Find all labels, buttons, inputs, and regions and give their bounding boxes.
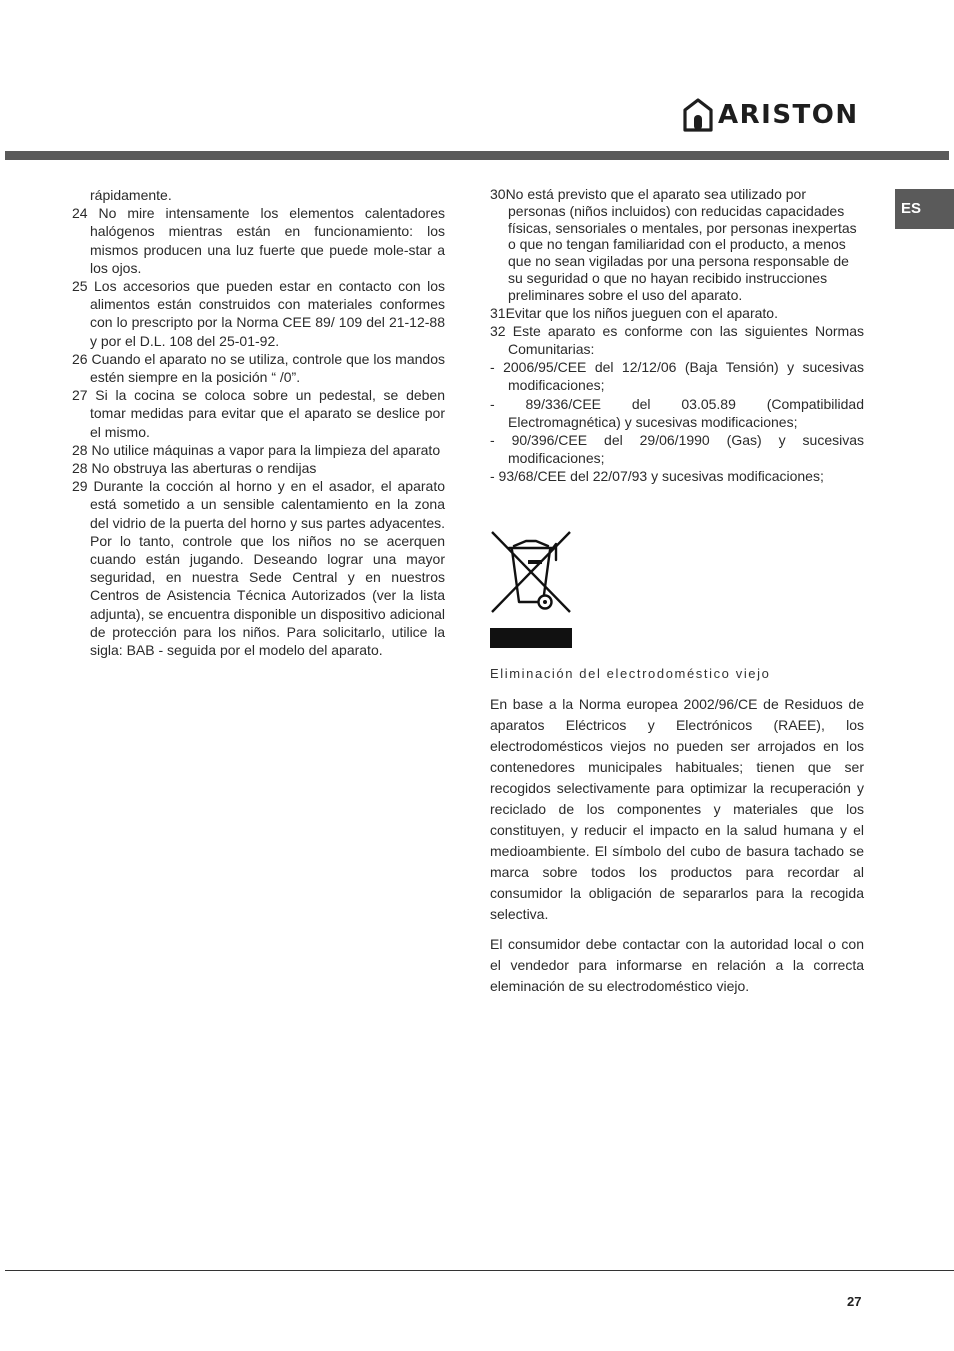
language-tab: ES [895,189,954,229]
disposal-paragraph: En base a la Norma europea 2002/96/CE de Residuos de aparatos Eléctricos y Electrónicos (RAEE), los electrodomésticos viejos no pueden ser arrojados en los contenedores municipales habituales; tienen que ser recogidos selectivamente para optimizar la recuperación y reciclado de los componentes y materiales que los constituyen, y reducir el impacto en la salud humana y el medioambiente. El símbolo del cubo de basura tachado se marca sobre todos los productos para recordar al consumidor la obligación de separarlos para la recogida selectiva. [490,696,864,922]
list-item: rápidamente. [90,187,172,203]
list-item: - 93/68/CEE del 22/07/93 y sucesivas modificaciones; [490,468,824,485]
header-bar [5,151,949,160]
list-item: 27 Si la cocina se coloca sobre un pedestal, se deben tomar medidas para evitar que el aparato se deslice por el mismo. [72,387,445,440]
list-item: - 2006/95/CEE del 12/12/06 (Baja Tensión) y sucesivas modificaciones; [490,359,864,394]
left-column [72,186,445,659]
list-item: 30No está previsto que el aparato sea utilizado por personas (niños incluidos) con reducidas capacidades físicas, sensoriales o mentales, por personas inexpertas o que no tengan familiaridad con el producto, a menos que no sean vigiladas por una persona responsable de su seguridad o que no hayan recibido instrucciones preliminares sobre el uso del aparato. [490,186,857,303]
list-item: 28 No obstruya las aberturas o rendijas [72,460,317,477]
symbol-bar [490,628,572,648]
list-item: 31Evitar que los niños jueguen con el aparato. [490,304,778,321]
ariston-logo [683,98,859,132]
list-item: 26 Cuando el aparato no se utiliza, controle que los mandos estén siempre en la posición “ /0”. [72,350,445,386]
list-item: 29 Durante la cocción al horno y en el asador, el aparato está sometido a un sensible calentamiento en la zona del vidrio de la puerta del horno y sus partes adyacentes. Por lo tanto, controle que los niños no se acerquen cuando están jugando. Deseando lograr una mayor seguridad, en nuestra Sede Central y en nuestros Centros de Asistencia Técnica Autorizados (ver la lista adjunta), se encuentra disponible un dispositivo adicional de protección para los niños. Para solicitarlo, utilice la sigla: BAB - seguida por el modelo del aparato. [72,478,445,659]
footer-rule [5,1270,954,1271]
disposal-paragraph: El consumidor debe contactar con la autoridad local o con el vendedor para informarse en relación a la correcta eleminación de su electrodoméstico viejo. [490,936,864,994]
list-item: - 90/396/CEE del 29/06/1990 (Gas) y sucesivas modificaciones; [490,432,864,467]
list-item: 32 Este aparato es conforme con las siguientes Normas Comunitarias: [490,322,864,357]
section-title: Eliminación del electrodoméstico viejo [490,666,771,681]
list-item: - 89/336/CEE del 03.05.89 (Compatibilidad Electromagnética) y sucesivas modificaciones; [490,395,864,430]
right-column [490,186,864,486]
house-logo-icon [683,98,713,132]
brand-name: ARISTON [718,100,859,130]
page-number: 27 [847,1294,862,1309]
crossed-out-wheelie-bin-icon [490,530,572,646]
list-item: 24 No mire intensamente los elementos calentadores halógenos mientras están en funcionamiento: los mismos producen una luz fuerte que puede mole-star a los ojos. [72,205,445,276]
list-item: 28 No utilice máquinas a vapor para la limpieza del aparato [72,441,441,458]
list-item: 25 Los accesorios que pueden estar en contacto con los alimentos están construidos con materiales conformes con lo prescripto por la Norma CEE 89/ 109 del 21-12-88 y por el D.L. 108 del 25-01-92. [72,278,445,349]
